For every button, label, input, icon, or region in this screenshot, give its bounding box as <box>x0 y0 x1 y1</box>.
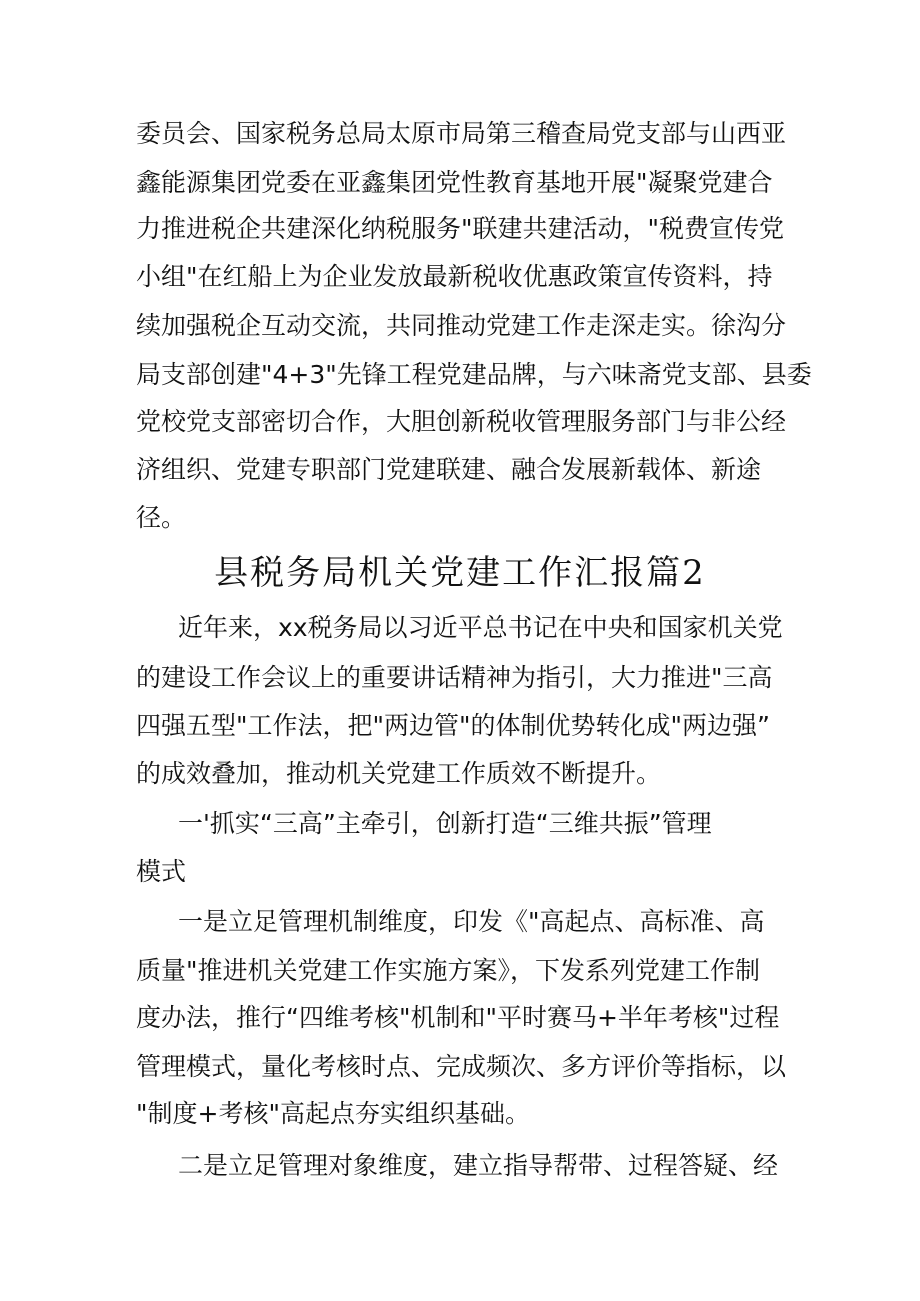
paragraph-1-line-3: 力推进税企共建深化纳税服务"联建共建活动，"税费宣传党 <box>136 214 785 243</box>
paragraph-3-line-1: 一'抓实“三高”主牵引，创新打造“三维共振”管理 <box>178 809 712 838</box>
paragraph-1-line-1: 委员会、国家税务总局太原市局第三稽查局党支部与山西亚 <box>136 119 787 148</box>
paragraph-2-line-2: 的建设工作会议上的重要讲话精神为指引，大力推进"三高 <box>136 663 773 692</box>
paragraph-4-line-1: 一是立足管理机制维度，印发《"高起点、高标准、高 <box>178 907 765 936</box>
paragraph-5-line-1: 二是立足管理对象维度，建立指导帮带、过程答疑、经 <box>178 1151 779 1180</box>
paragraph-4-line-3: 度办法，推行“四维考核"机制和"平时赛马+半年考核"过程 <box>136 1003 780 1032</box>
paragraph-1-line-5: 续加强税企互动交流，共同推动党建工作走深走实。徐沟分 <box>136 311 787 340</box>
paragraph-1-line-6: 局支部创建"4+3"先锋工程党建品牌，与六味斋党支部、县委 <box>136 360 812 389</box>
paragraph-2-line-3: 四强五型"工作法，把"两边管"的体制优势转化成"两边强” <box>136 711 770 740</box>
paragraph-4-line-2: 质量"推进机关党建工作实施方案》，下发系列党建工作制 <box>136 956 761 985</box>
paragraph-1-line-7: 党校党支部密切合作，大胆创新税收管理服务部门与非公经 <box>136 407 787 436</box>
paragraph-1-line-4: 小组"在红船上为企业发放最新税收优惠政策宣传资料，持 <box>136 262 773 291</box>
paragraph-1-line-2: 鑫能源集团党委在亚鑫集团党性教育基地开展"凝聚党建合 <box>136 168 773 197</box>
paragraph-2-line-4: 的成效叠加，推动机关党建工作质效不断提升。 <box>136 759 662 788</box>
paragraph-1-line-8: 济组织、党建专职部门党建联建、融合发展新载体、新途 <box>136 455 762 484</box>
section-heading: 县税务局机关党建工作汇报篇2 <box>214 553 706 593</box>
paragraph-4-line-5: "制度+考核"高起点夯实组织基础。 <box>136 1099 530 1128</box>
paragraph-1-line-9: 径。 <box>136 503 187 532</box>
paragraph-4-line-4: 管理模式，量化考核时点、完成频次、多方评价等指标，以 <box>136 1052 787 1081</box>
paragraph-3-line-2: 模式 <box>136 857 187 886</box>
paragraph-2-line-1: 近年来，xx税务局以习近平总书记在中央和国家机关党 <box>178 613 783 642</box>
